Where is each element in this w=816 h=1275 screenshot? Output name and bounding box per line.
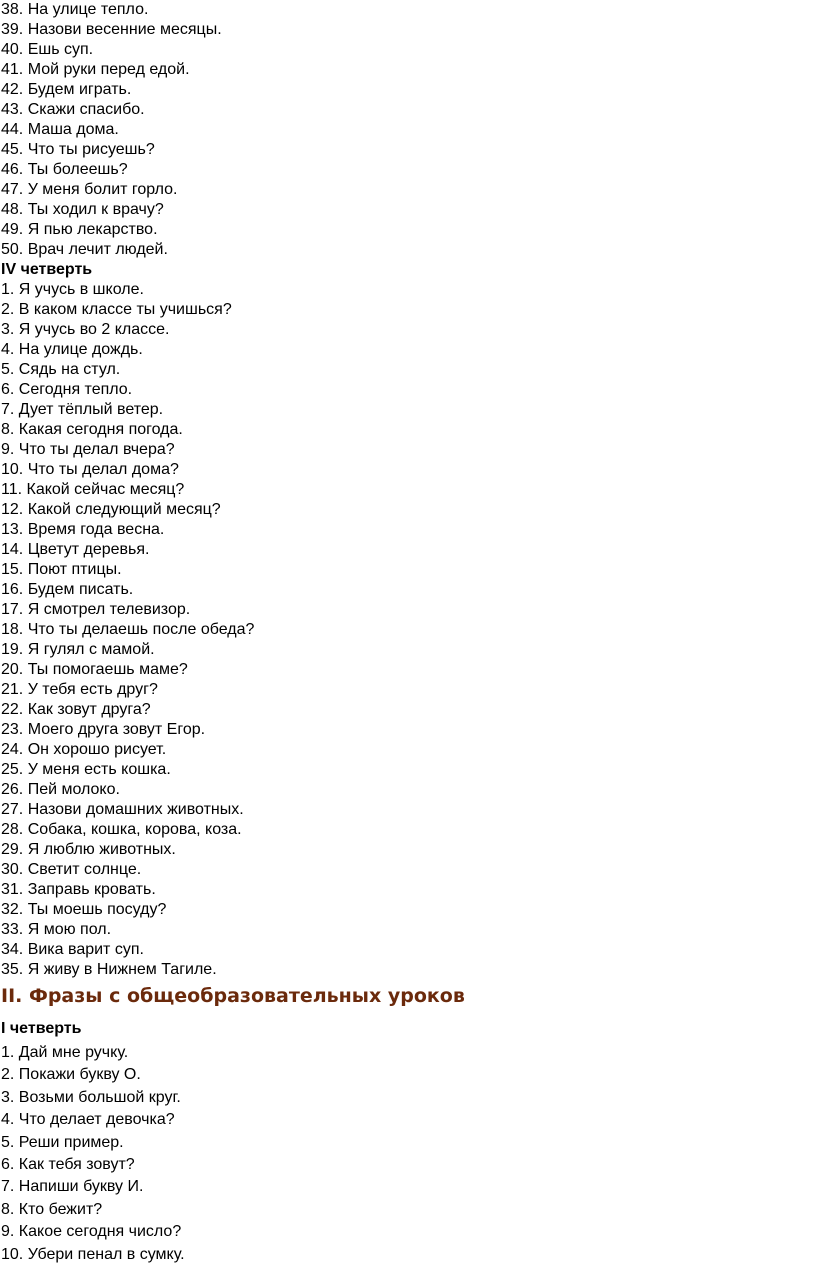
list-item: 49. Я пью лекарство. [1,221,158,238]
list-item: 1. Я учусь в школе. [1,281,144,298]
list-item: 14. Цветут деревья. [1,541,150,558]
list-item: 30. Светит солнце. [1,861,142,878]
list-item: 12. Какой следующий месяц? [1,501,221,518]
list-item: 32. Ты моешь посуду? [1,901,167,918]
list-item: 29. Я люблю животных. [1,841,176,858]
list-item: 7. Напиши букву И. [1,1178,144,1196]
list-item: 47. У меня болит горло. [1,181,178,198]
list-item: 28. Собака, кошка, корова, коза. [1,821,242,838]
list-item: 3. Возьми большой круг. [1,1088,181,1106]
list-item: 9. Какое сегодня число? [1,1223,182,1241]
list-item: 9. Что ты делал вчера? [1,441,175,458]
list-item: 20. Ты помогаешь маме? [1,661,188,678]
list-item: 8. Какая сегодня погода. [1,421,183,438]
list-item: 8. Кто бежит? [1,1200,103,1218]
list-item: 48. Ты ходил к врачу? [1,201,164,218]
list-item: 11. Какой сейчас месяц? [1,481,185,498]
quarter-iv-heading: IV четверть [1,261,93,278]
list-item: 19. Я гулял с мамой. [1,641,155,658]
list-item: 46. Ты болеешь? [1,161,128,178]
list-item: 7. Дует тёплый ветер. [1,401,164,418]
list-item: 43. Скажи спасибо. [1,101,145,118]
list-item: 3. Я учусь во 2 классе. [1,321,170,338]
list-item: 15. Поют птицы. [1,561,122,578]
section-title: II. Фразы с общеобразовательных уроков [1,985,465,1007]
list-item: 4. Что делает девочка? [1,1111,175,1129]
list-item: 26. Пей молоко. [1,781,120,798]
list-item: 31. Заправь кровать. [1,881,156,898]
list-item: 38. На улице тепло. [1,1,149,18]
list-item: 44. Маша дома. [1,121,119,138]
list-item: 18. Что ты делаешь после обеда? [1,621,255,638]
list-item: 21. У тебя есть друг? [1,681,158,698]
list-item: 25. У меня есть кошка. [1,761,171,778]
list-item: 17. Я смотрел телевизор. [1,601,191,618]
list-item: 16. Будем писать. [1,581,134,598]
list-item: 10. Убери пенал в сумку. [1,1245,185,1263]
list-item: 39. Назови весенние месяцы. [1,21,222,38]
list-item: 4. На улице дождь. [1,341,143,358]
list-item: 41. Мой руки перед едой. [1,61,190,78]
list-item: 35. Я живу в Нижнем Тагиле. [1,961,217,978]
list-item: 42. Будем играть. [1,81,132,98]
list-item: 24. Он хорошо рисует. [1,741,167,758]
list-item: 5. Реши пример. [1,1133,124,1151]
list-item: 10. Что ты делал дома? [1,461,179,478]
list-item: 50. Врач лечит людей. [1,241,168,258]
list-item: 13. Время года весна. [1,521,165,538]
list-item: 22. Как зовут друга? [1,701,151,718]
list-item: 6. Сегодня тепло. [1,381,133,398]
list-item: 34. Вика варит суп. [1,941,144,958]
phrase-list-top [1,0,254,980]
list-item: 33. Я мою пол. [1,921,112,938]
list-item: 40. Ешь суп. [1,41,94,58]
list-item: 2. В каком классе ты учишься? [1,301,232,318]
quarter-i-heading: I четверть [1,1020,82,1037]
list-item: 27. Назови домашних животных. [1,801,244,818]
phrase-list-bottom [1,1042,185,1266]
list-item: 1. Дай мне ручку. [1,1044,129,1061]
list-item: 23. Моего друга зовут Егор. [1,721,206,738]
list-item: 5. Сядь на стул. [1,361,121,378]
list-item: 2. Покажи букву О. [1,1066,141,1084]
list-item: 6. Как тебя зовут? [1,1155,135,1173]
list-item: 45. Что ты рисуешь? [1,141,155,158]
